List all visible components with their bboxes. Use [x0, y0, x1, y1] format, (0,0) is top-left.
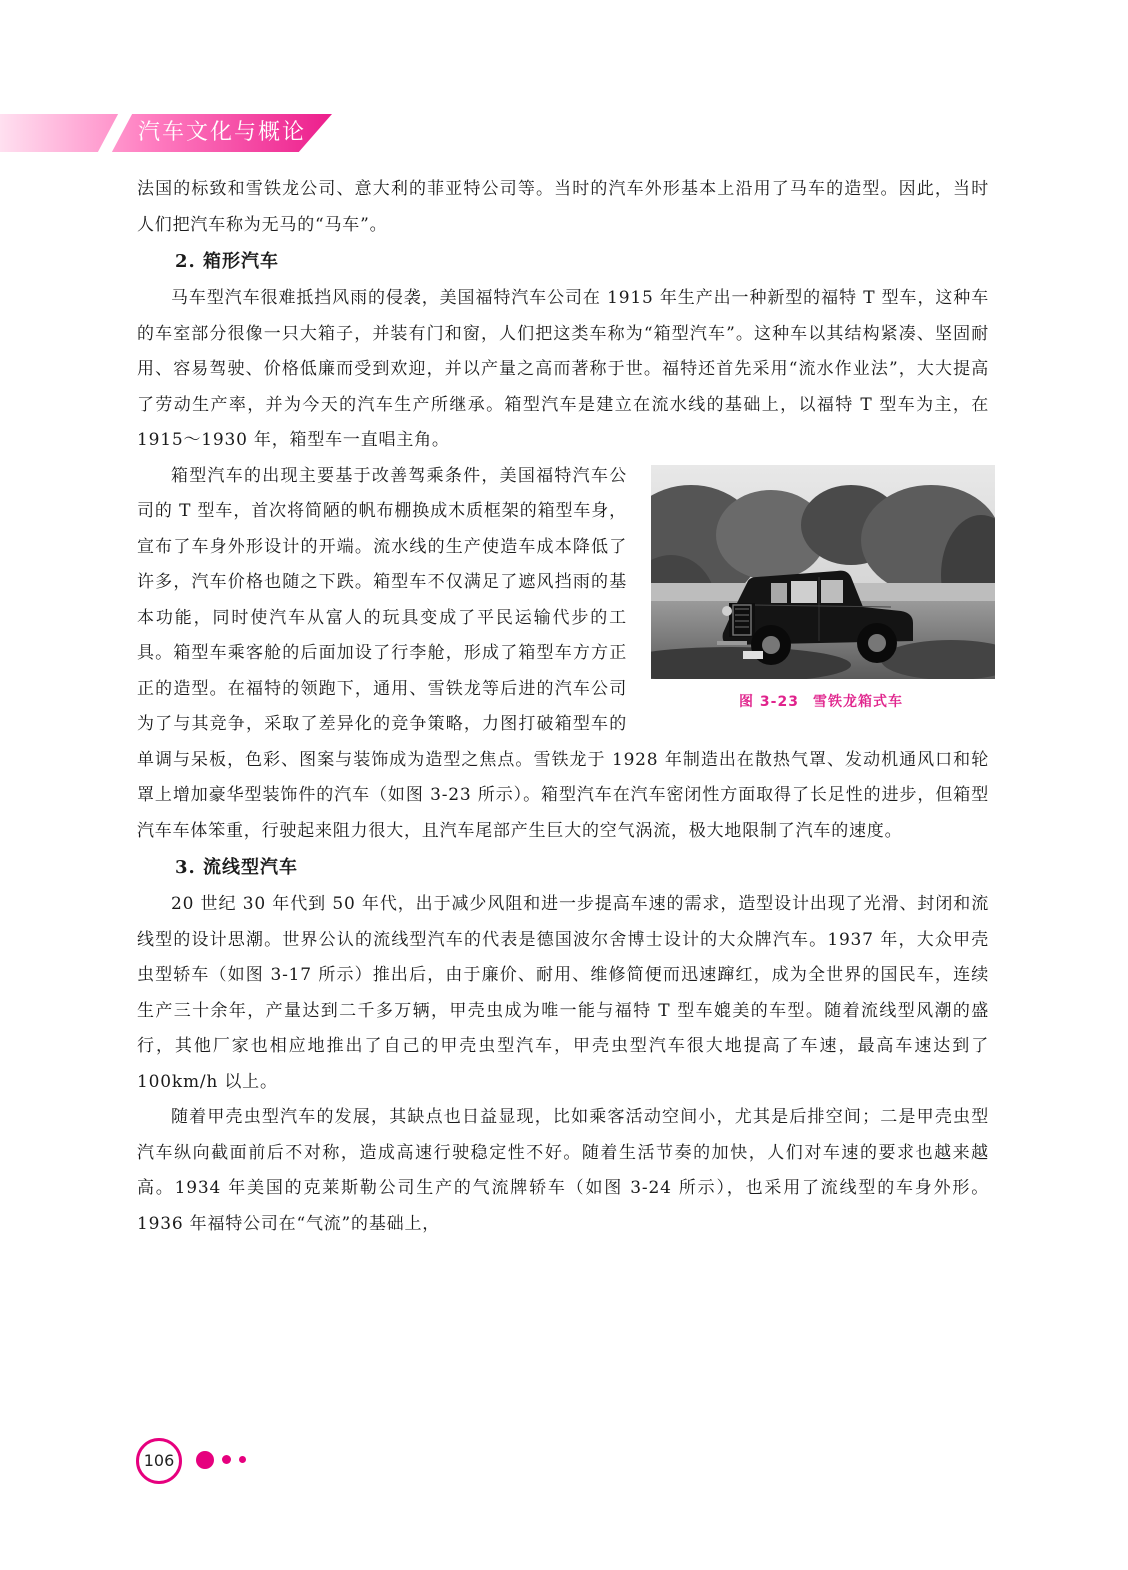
page-number: 106 — [136, 1438, 182, 1484]
paragraph-box-car-2: 箱型汽车的出现主要基于改善驾乘条件，美国福特汽车公司的 T 型车，首次将简陋的帆布棚换成木质框架的箱型车身，宣布了车身外形设计的开端。流水线的生产使造车成本降低了许多，汽车价格也随之下跌。箱型车不仅满足了遮风挡雨的基本功能，同时使汽车从富人的玩具变成了平民运输代步的工具。箱型车乘客舱的后面加设了行李舱，形成了箱型车方方正正的造型。在福特的领跑下，通用、雪铁龙等后进的汽车公司为了与其竞争，采取了差异化的竞争策略，力图打破箱型车的单调与呆板，色彩、图案与装饰成为造型之焦点。雪铁龙于 1928 年制造出在散热气罩、发动机通风口和轮罩上增加豪华型装饰件的汽车（如图 3-23 所示）。箱型汽车在汽车密闭性方面取得了长足性的进步，但箱型汽车车体笨重，行驶起来阻力很大，且汽车尾部产生巨大的空气涡流，极大地限制了汽车的速度。 — [137, 465, 989, 841]
intro-paragraph: 法国的标致和雪铁龙公司、意大利的菲亚特公司等。当时的汽车外形基本上沿用了马车的造型。因此，当时人们把汽车称为无马的“马车”。 — [137, 179, 989, 235]
footer-dot-small — [239, 1456, 246, 1463]
citroen-box-car-photo — [651, 465, 995, 679]
section-heading-streamline-car: 3. 流线型汽车 — [175, 857, 299, 878]
figure-number: 图 3-23 — [739, 693, 799, 710]
figure-3-23 — [647, 465, 995, 711]
footer-dot-large — [196, 1451, 214, 1469]
paragraph-streamline-1: 20 世纪 30 年代到 50 年代，出于减少风阻和进一步提高车速的需求，造型设计出现了光滑、封闭和流线型的设计思潮。世界公认的流线型汽车的代表是德国波尔舍博士设计的大众牌汽车。1937 年，大众甲壳虫型轿车（如图 3-17 所示）推出后，由于廉价、耐用、维修简便而迅速蹿红，成为全世界的国民车，连续生产三十余年，产量达到二千多万辆，甲壳虫成为唯一能与福特 T 型车媲美的车型。随着流线型风潮的盛行，其他厂家也相应地推出了自己的甲壳虫型汽车，甲壳虫型汽车很大地提高了车速，最高车速达到了 100km/h 以上。 — [137, 894, 989, 1092]
footer-dot-medium — [222, 1455, 231, 1464]
paragraph-box-car-1: 马车型汽车很难抵挡风雨的侵袭，美国福特汽车公司在 1915 年生产出一种新型的福特 T 型车，这种车的车室部分很像一只大箱子，并装有门和窗，人们把这类车称为“箱型汽车”。这种车以其结构紧凑、坚固耐用、容易驾驶、价格低廉而受到欢迎，并以产量之高而著称于世。福特还首先采用“流水作业法”，大大提高了劳动生产率，并为今天的汽车生产所继承。箱型汽车是建立在流水线的基础上，以福特 T 型车为主，在 1915～1930 年，箱型车一直唱主角。 — [137, 288, 989, 450]
figure-caption — [647, 691, 995, 711]
running-header-title: 汽车文化与概论 — [138, 120, 307, 145]
figure-title: 雪铁龙箱式车 — [812, 693, 903, 710]
section-heading-box-car: 2. 箱形汽车 — [175, 251, 280, 272]
page-content — [137, 172, 989, 1242]
paragraph-streamline-2: 随着甲壳虫型汽车的发展，其缺点也日益显现，比如乘客活动空间小，尤其是后排空间；二是甲壳虫型汽车纵向截面前后不对称，造成高速行驶稳定性不好。随着生活节奏的加快，人们对车速的要求也越来越高。1934 年美国的克莱斯勒公司生产的气流牌轿车（如图 3-24 所示），也采用了流线型的车身外形。1936 年福特公司在“气流”的基础上， — [137, 1107, 989, 1234]
